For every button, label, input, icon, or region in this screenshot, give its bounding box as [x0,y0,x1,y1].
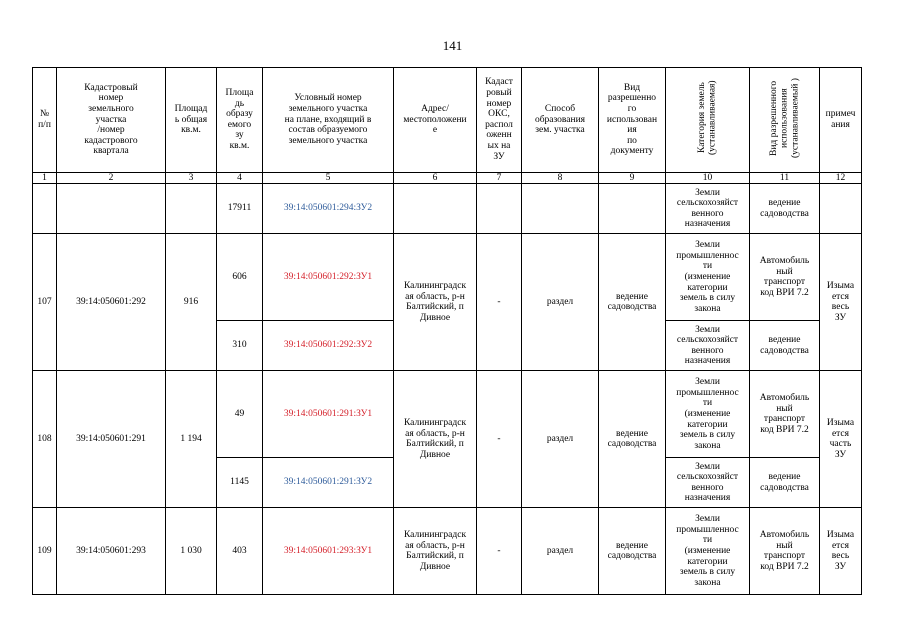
header-conditional-number: Условный номер земельного участка на плане, входящий в состав образуемого земельного участка [263,68,394,173]
vri-set: ведение садоводства [750,458,820,508]
total-area: 1 030 [166,508,217,595]
formed-area: 1145 [217,458,263,508]
header-method: Способ образования зем. участка [522,68,599,173]
formation-method: раздел [522,371,599,508]
col-number: 8 [522,172,599,184]
col-number: 5 [263,172,394,184]
conditional-number: 39:14:050601:291:ЗУ1 [263,371,394,458]
header-cadastral: Кадастровый номер земельного участка /номер кадастрового квартала [57,68,166,173]
header-num: № п/п [33,68,57,173]
formed-area: 403 [217,508,263,595]
cadastral-number: 39:14:050601:293 [57,508,166,595]
header-address: Адрес/ местоположени е [394,68,477,173]
header-row [33,68,862,173]
table-row-107 [33,234,862,321]
land-category: Земли сельскохозяйст венного назначения [666,458,750,508]
table-row-108 [33,371,862,458]
col-number: 2 [57,172,166,184]
header-formed-area: Площа дь образу емого зу кв.м. [217,68,263,173]
table-row-109 [33,508,862,595]
row-number: 109 [33,508,57,595]
note: Изыма ется весь ЗУ [820,234,862,371]
address: Калининградск ая область, р-н Балтийский, п Дивное [394,371,477,508]
col-number: 1 [33,172,57,184]
row-number: 107 [33,234,57,371]
col-number: 4 [217,172,263,184]
cadastral-number: 39:14:050601:292 [57,234,166,371]
formed-area: 310 [217,321,263,371]
vri-set: Автомобиль ный транспорт код ВРИ 7.2 [750,371,820,458]
oks-number: - [477,371,522,508]
conditional-number: 39:14:050601:292:ЗУ1 [263,234,394,321]
table-row-continuation [33,184,862,234]
header-category: Категория земель (устанавливаемая) [666,68,750,173]
col-number: 3 [166,172,217,184]
oks-number: - [477,234,522,371]
vri-set: Автомобиль ный транспорт код ВРИ 7.2 [750,508,820,595]
formed-area: 606 [217,234,263,321]
conditional-number: 39:14:050601:294:ЗУ2 [263,184,394,234]
note: Изыма ется весь ЗУ [820,508,862,595]
vri-doc: ведение садоводства [599,234,666,371]
address: Калининградск ая область, р-н Балтийский, п Дивное [394,508,477,595]
formation-method: раздел [522,234,599,371]
col-number: 12 [820,172,862,184]
address: Калининградск ая область, р-н Балтийский, п Дивное [394,234,477,371]
col-number: 9 [599,172,666,184]
formation-method: раздел [522,508,599,595]
header-notes: примеч ания [820,68,862,173]
col-number: 7 [477,172,522,184]
vri-set: Автомобиль ный транспорт код ВРИ 7.2 [750,234,820,321]
note: Изыма ется часть ЗУ [820,371,862,508]
land-category: Земли промышленнос ти (изменение категории земель в силу закона [666,371,750,458]
total-area: 916 [166,234,217,371]
vri-doc: ведение садоводства [599,508,666,595]
total-area: 1 194 [166,371,217,508]
col-number: 10 [666,172,750,184]
land-plots-table [32,67,862,595]
col-number: 11 [750,172,820,184]
cadastral-number: 39:14:050601:291 [57,371,166,508]
header-oks: Кадаст ровый номер ОКС, рaспол оженн ых на ЗУ [477,68,522,173]
vri-set: ведение садоводства [750,321,820,371]
row-number: 108 [33,371,57,508]
vri-doc: ведение садоводства [599,371,666,508]
column-number-row [33,172,862,184]
conditional-number: 39:14:050601:293:ЗУ1 [263,508,394,595]
land-category: Земли сельскохозяйст венного назначения [666,321,750,371]
oks-number: - [477,508,522,595]
land-category: Земли промышленнос ти (изменение категории земель в силу закона [666,234,750,321]
col-number: 6 [394,172,477,184]
conditional-number: 39:14:050601:291:ЗУ2 [263,458,394,508]
land-category: Земли сельскохозяйст венного назначения [666,184,750,234]
page-number: 141 [442,38,463,53]
header-vri-doc: Вид разрешенно го использован ия по документу [599,68,666,173]
vri-set: ведение садоводства [750,184,820,234]
conditional-number: 39:14:050601:292:ЗУ2 [263,321,394,371]
header-total-area: Площад ь общая кв.м. [166,68,217,173]
header-vri-set: Вид разрешенного использования (устанавливаемый ) [750,68,820,173]
formed-area: 49 [217,371,263,458]
formed-area: 17911 [217,184,263,234]
land-category: Земли промышленнос ти (изменение категории земель в силу закона [666,508,750,595]
